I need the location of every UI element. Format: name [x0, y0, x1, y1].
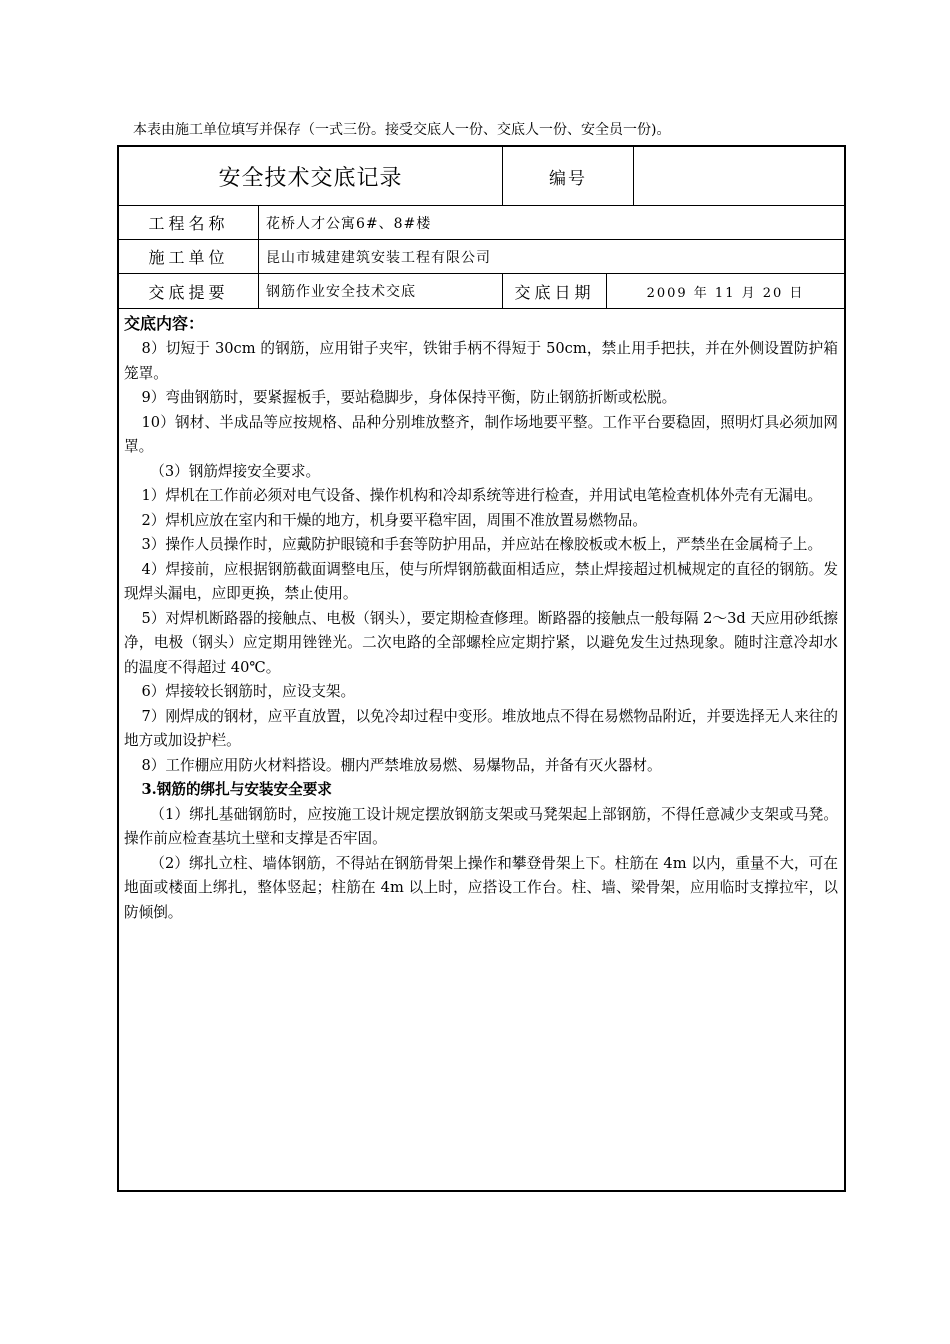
summary-label: 交底提要: [148, 282, 229, 302]
content-paragraph: 2）焊机应放在室内和干燥的地方，机身要平稳牢固，周围不准放置易燃物品。: [141, 511, 647, 529]
form-title-cell: [119, 147, 502, 205]
summary-value-cell: [259, 274, 502, 308]
section-heading: 3.钢筋的绑扎与安装安全要求: [141, 781, 332, 798]
content-paragraph: 3）操作人员操作时，应戴防护眼镜和手套等防护用品，并应站在橡胶板或木板上，严禁坐在金属椅子上。: [141, 536, 823, 553]
date-label-cell: [503, 274, 606, 308]
row-divider: [119, 308, 844, 309]
project-value: 花桥人才公寓6#、8#楼: [266, 215, 432, 232]
number-value-cell: [634, 147, 844, 205]
content-heading: 交底内容：: [124, 314, 205, 333]
content-paragraph: 4）焊接前，应根据钢筋截面调整电压，使与所焊钢筋截面相适应，禁止焊接超过机械规定的直径的钢筋。发现焊头漏电，应即更换，禁止使用。: [124, 560, 838, 602]
content-paragraph: 10）钢材、半成品等应按规格、品种分别堆放整齐，制作场地要平整。工作平台要稳固，照明灯具必须加网罩。: [124, 413, 838, 455]
form-note: 本表由施工单位填写并保存（一式三份。接受交底人一份、交底人一份、安全员一份)。: [133, 122, 671, 138]
date-value: 2009 年 11 月 20 日: [646, 285, 805, 301]
project-label-cell: [119, 206, 258, 239]
unit-label-cell: [119, 240, 258, 273]
content-paragraph: 8）工作棚应用防火材料搭设。棚内严禁堆放易燃、易爆物品，并备有灭火器材。: [141, 756, 662, 774]
content-paragraph: 6）焊接较长钢筋时，应设支架。: [141, 683, 356, 700]
form-title: 安全技术交底记录: [218, 165, 403, 191]
summary-value: 钢筋作业安全技术交底: [266, 284, 416, 300]
content-paragraph: （1）绑扎基础钢筋时，应按施工设计规定摆放钢筋支架或马凳架起上部钢筋，不得任意减少支架或马凳。操作前应检查基坑土壁和支撑是否牢固。: [124, 805, 838, 847]
date-value-cell: [607, 274, 844, 308]
safety-briefing-form: [117, 145, 846, 1192]
project-value-cell: [259, 206, 844, 239]
unit-label: 施工单位: [148, 248, 229, 267]
unit-value: 昆山市城建建筑安装工程有限公司: [266, 249, 491, 266]
number-label: 编号: [549, 168, 587, 189]
project-label: 工程名称: [148, 214, 229, 233]
summary-label-cell: [119, 274, 258, 308]
content-paragraph: 1）焊机在工作前必须对电气设备、操作机构和冷却系统等进行检查，并用试电笔检查机体外壳有无漏电。: [141, 487, 823, 504]
content-paragraph: （3）钢筋焊接安全要求。: [150, 462, 321, 480]
content-paragraph: 5）对焊机断路器的接触点、电极（钢头），要定期检查修理。断路器的接触点一般每隔 2～3d 天应用砂纸擦净，电极（钢头）应定期用锉锉光。二次电路的全部螺栓应定期拧紧，以避免发生过热现象。随时注意冷却水的温度不得超过 40℃。: [124, 609, 838, 676]
content-paragraph: 9）弯曲钢筋时，要紧握板手，要站稳脚步，身体保持平衡，防止钢筋折断或松脱。: [141, 389, 677, 406]
briefing-content: [124, 313, 838, 925]
content-paragraph: 8）切短于 30cm 的钢筋，应用钳子夹牢，铁钳手柄不得短于 50cm，禁止用手把扶，并在外侧设置防护箱笼罩。: [124, 340, 838, 382]
number-label-cell: [503, 147, 633, 205]
content-paragraph: 7）刚焊成的钢材，应平直放置，以免冷却过程中变形。堆放地点不得在易燃物品附近，并要选择无人来往的地方或加设护栏。: [124, 707, 838, 749]
date-label: 交底日期: [514, 282, 595, 302]
content-paragraph: （2）绑扎立柱、墙体钢筋，不得站在钢筋骨架上操作和攀登骨架上下。柱筋在 4m 以内，重量不大，可在地面或楼面上绑扎，整体竖起；柱筋在 4m 以上时，应搭设工作台。柱、墙、梁骨架，应用临时支撑拉牢，以防倾倒。: [124, 854, 838, 921]
unit-value-cell: [259, 240, 844, 273]
